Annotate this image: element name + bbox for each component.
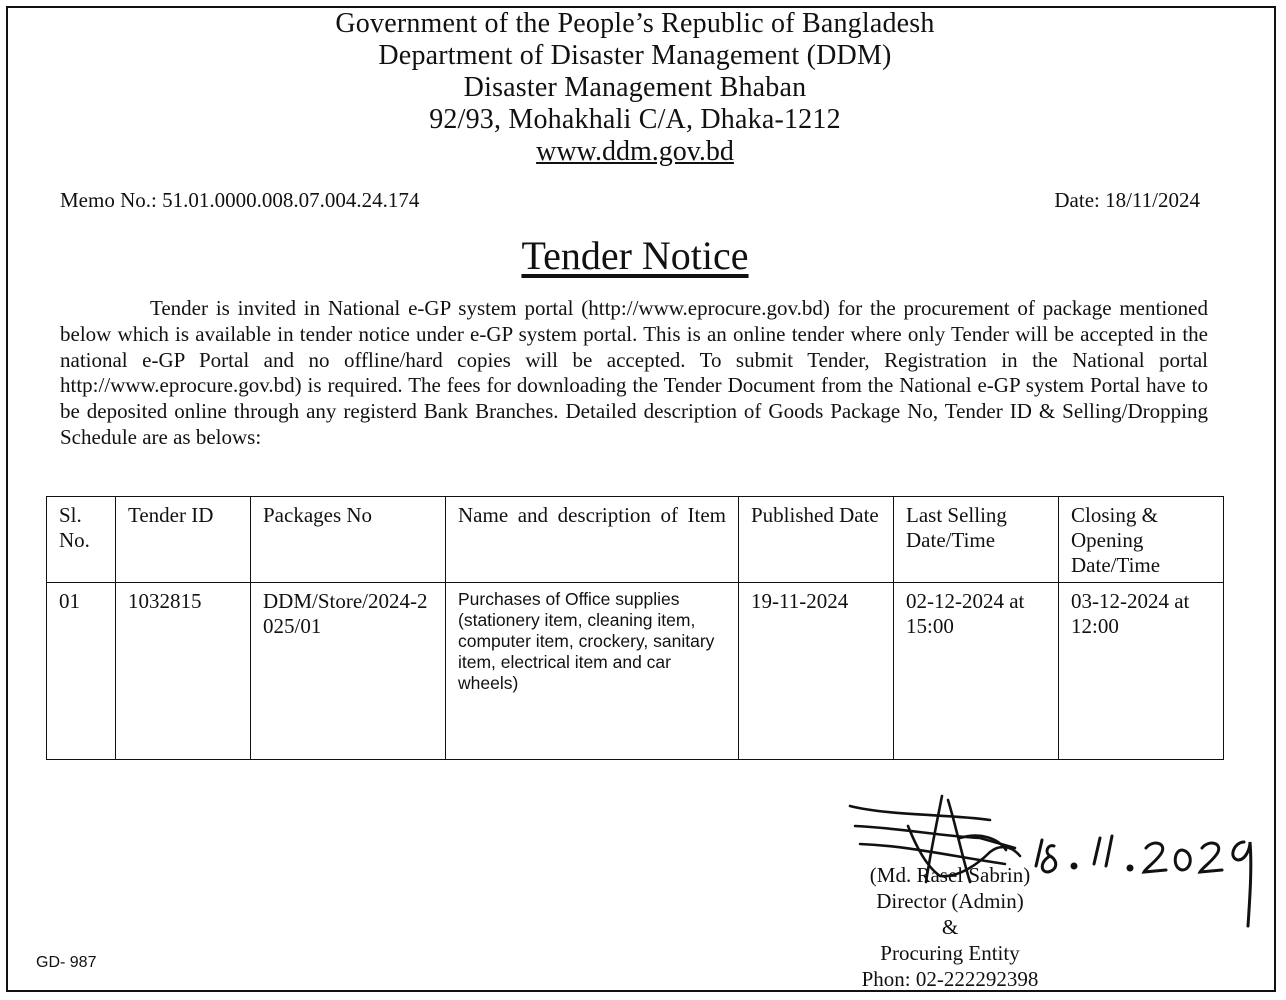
header-last-selling: Last Selling Date/Time [894,497,1059,583]
signatory-name: (Md. Rasel Sabrin) [869,863,1031,887]
letterhead [0,8,1270,168]
page-title [0,232,1270,280]
header-description: Name and description of Item [446,497,739,583]
signatory-ampersand: & [941,915,959,939]
signature-date: 18.11.2024 [830,786,835,787]
signatory-phone: Phon: 02-222292398 [861,967,1039,991]
cell-published-date: 19-11-2024 [739,583,894,760]
signatory-block [824,862,1076,992]
cell-description: Purchases of Office supplies (stationery item, cleaning item, computer item, crockery, sanitary item, electrical item and car wheels) [446,583,739,760]
header-sl-no: Sl. No. [47,497,116,583]
cell-tender-id: 1032815 [116,583,251,760]
table-row [47,583,1224,760]
cell-sl-no: 01 [47,583,116,760]
header-closing-opening: Closing & Opening Date/Time [1059,497,1224,583]
memo-date: Date: 18/11/2024 [1054,188,1200,212]
cell-last-selling: 02-12-2024 at 15:00 [894,583,1059,760]
cell-package-no: DDM/Store/2024-2025/01 [251,583,446,760]
footer-code: GD- 987 [36,954,97,971]
header-package-no: Packages No [251,497,446,583]
notice-body: Tender is invited in National e-GP system portal (http://www.eprocure.gov.bd) for the procurement of package mentioned below which is available in tender notice under e-GP system portal. This is an online tender where only Tender will be accepted in the national e-GP Portal and no offline/hard copies will be accepted. To submit Tender, Registration in the National portal http://www.eprocure.gov.bd) is required. The fees for downloading the Tender Document from the National e-GP system Portal have to be deposited online through any registerd Bank Branches. Detailed description of Goods Package No, Tender ID & Selling/Dropping Schedule are as belows: [60,296,1208,449]
table-header-row [47,497,1224,583]
address: 92/93, Mohakhali C/A, Dhaka-1212 [429,104,841,135]
header-tender-id: Tender ID [116,497,251,583]
memo-number: Memo No.: 51.01.0000.008.07.004.24.174 [60,188,420,212]
signatory-role: Procuring Entity [880,941,1020,965]
header-published-date: Published Date [739,497,894,583]
title-text: Tender Notice [521,233,749,278]
building-name: Disaster Management Bhaban [463,72,807,103]
department-name: Department of Disaster Management (DDM) [378,40,892,71]
tender-table [46,496,1224,760]
cell-closing-opening: 03-12-2024 at 12:00 [1059,583,1224,760]
government-name: Government of the People’s Republic of Bangladesh [335,8,935,39]
signatory-designation: Director (Admin) [876,889,1024,913]
website-link[interactable]: www.ddm.gov.bd [536,136,734,167]
